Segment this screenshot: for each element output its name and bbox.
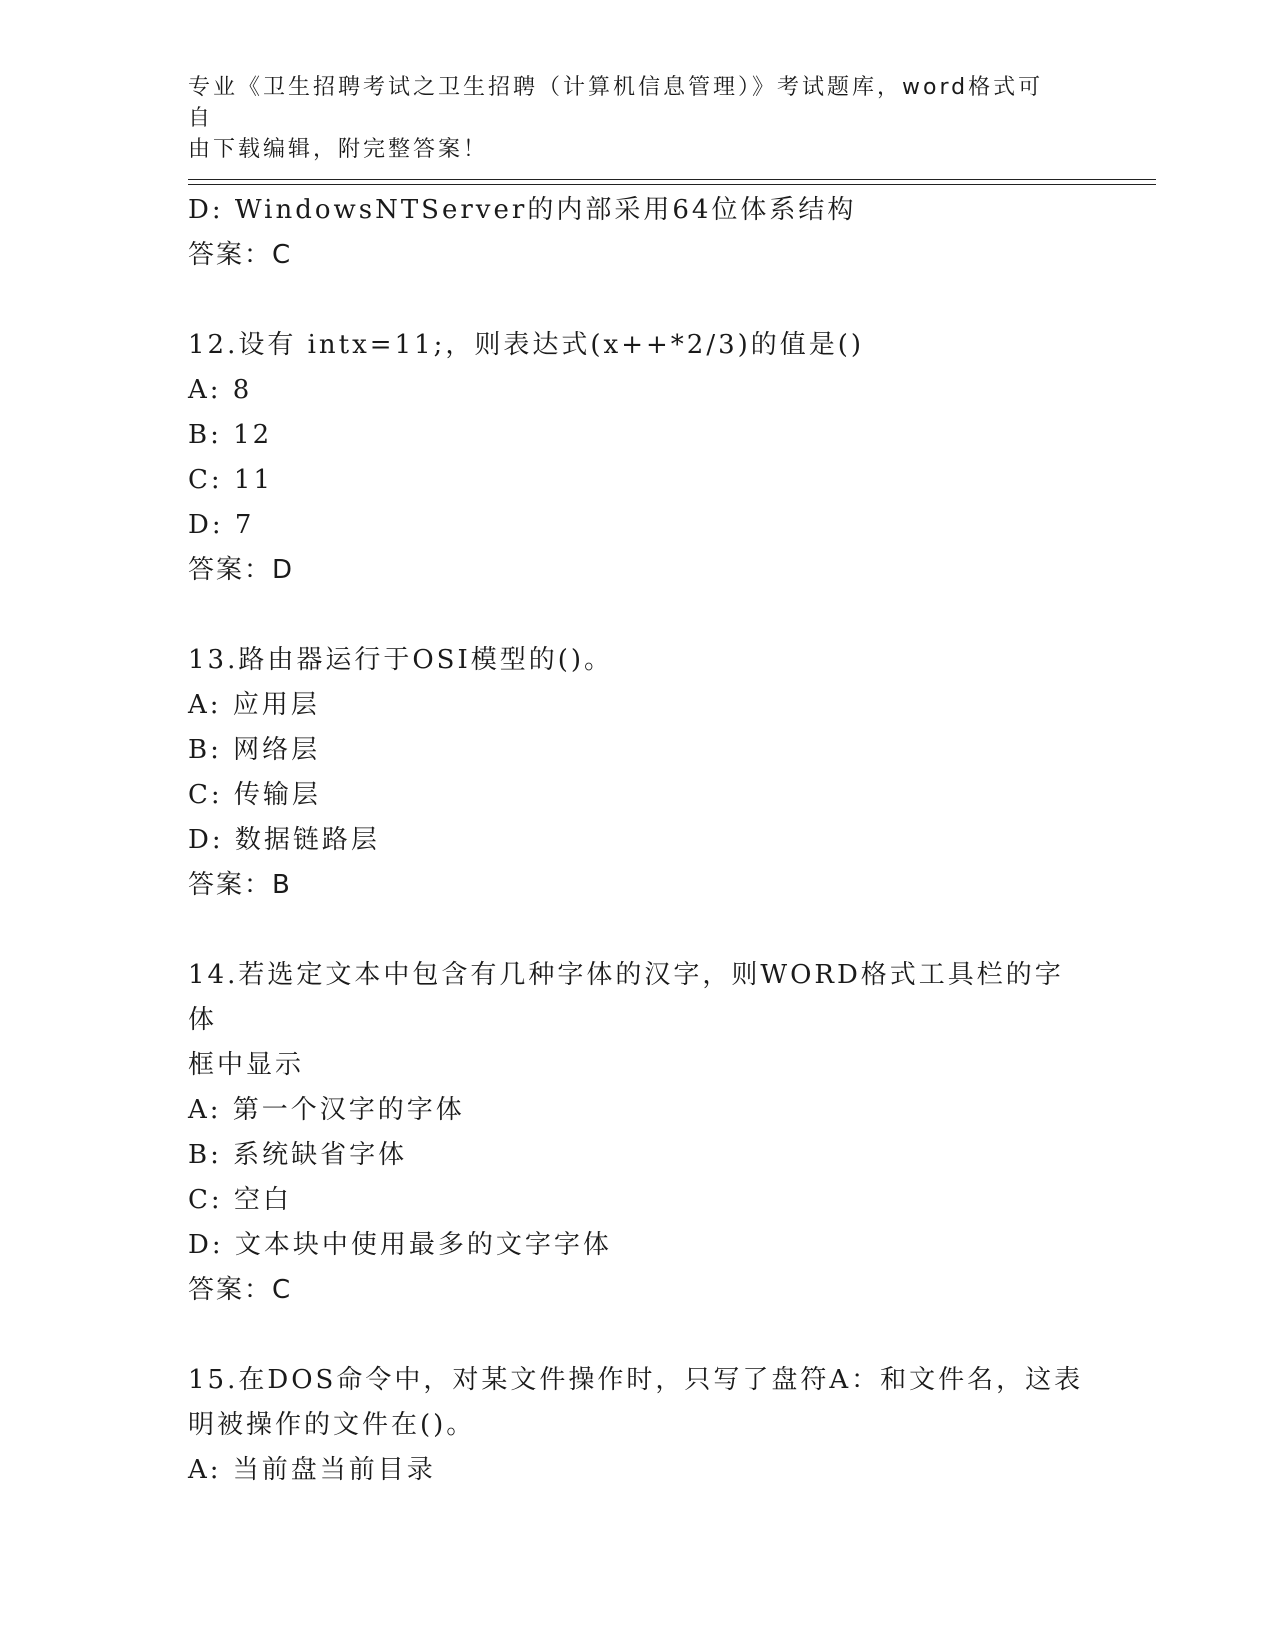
option-b: B: 网络层 [188,735,321,765]
option-d: D: 7 [188,510,255,540]
answer-line: 答案：C [188,240,293,270]
option-c: C: 空白 [188,1185,292,1215]
spacer [188,1313,1088,1358]
previous-question-tail [188,188,1088,278]
document-header [188,72,1068,165]
header-rule-top [188,179,1156,180]
answer-line: 答案：C [188,1275,293,1305]
option-c: C: 11 [188,465,274,495]
option-b: B: 12 [188,420,273,450]
question-stem-line-1: 14.若选定文本中包含有几种字体的汉字，则WORD格式工具栏的字体 [188,960,1064,1035]
question-list [188,188,1088,1493]
option-c: C: 传输层 [188,780,321,810]
spacer [188,593,1088,638]
option-a: A: 8 [188,375,253,405]
question-15 [188,1358,1088,1493]
option-b: B: 系统缺省字体 [188,1140,408,1170]
spacer [188,278,1088,323]
option-a: A: 当前盘当前目录 [188,1455,436,1485]
answer-line: 答案：B [188,870,292,900]
question-stem: 12.设有 intx=11;，则表达式(x++*2/3)的值是() [188,330,865,360]
option-a: A: 第一个汉字的字体 [188,1095,465,1125]
option-d: D: WindowsNTServer的内部采用64位体系结构 [188,195,857,225]
option-d: D: 文本块中使用最多的文字字体 [188,1230,612,1260]
header-line-1: 专业《卫生招聘考试之卫生招聘（计算机信息管理）》考试题库，word格式可自 [188,75,1044,131]
question-14 [188,953,1088,1313]
answer-line: 答案：D [188,555,295,585]
question-12 [188,323,1088,593]
spacer [188,908,1088,953]
header-line-2: 由下载编辑，附完整答案！ [188,137,489,162]
question-13 [188,638,1088,908]
question-stem-line-1: 15.在DOS命令中，对某文件操作时，只写了盘符A：和文件名，这表 [188,1365,1084,1395]
question-stem-line-2: 明被操作的文件在()。 [188,1410,476,1440]
option-a: A: 应用层 [188,690,320,720]
question-stem: 13.路由器运行于OSI模型的()。 [188,645,614,675]
question-stem-line-2: 框中显示 [188,1050,305,1080]
option-d: D: 数据链路层 [188,825,380,855]
header-rule-bottom [188,184,1156,185]
